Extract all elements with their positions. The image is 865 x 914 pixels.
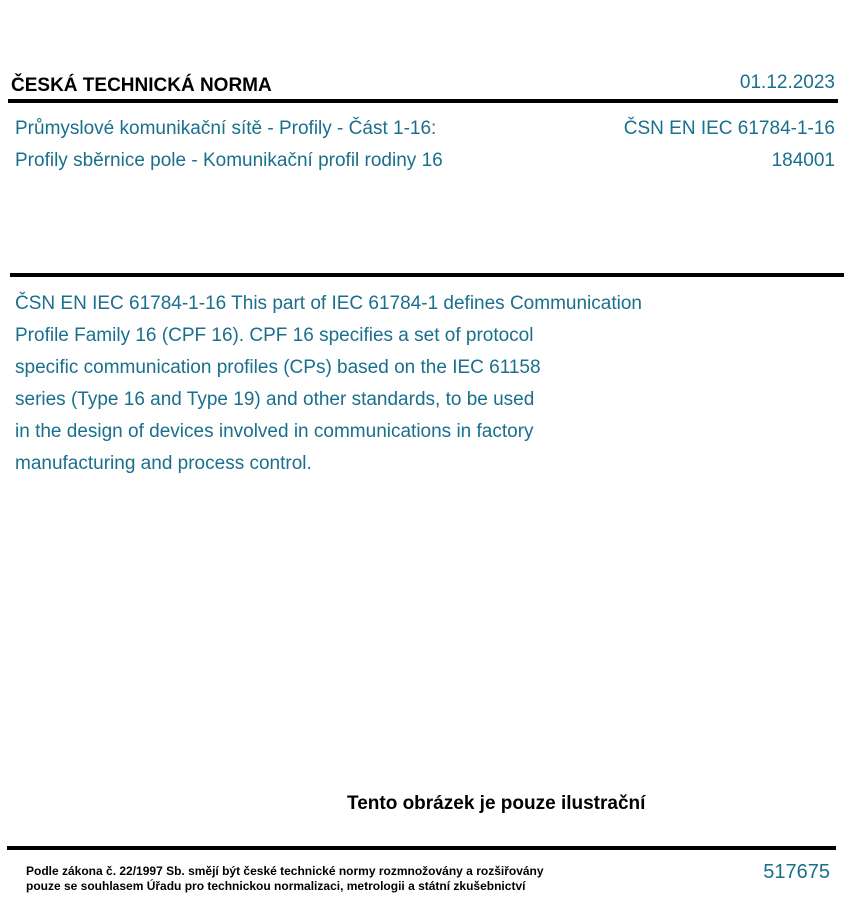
- legal-notice-line-1: Podle zákona č. 22/1997 Sb. smějí být české technické normy rozmnožovány a rozšiřovány: [26, 864, 544, 878]
- abstract-line: Profile Family 16 (CPF 16). CPF 16 specifies a set of protocol: [15, 325, 534, 346]
- norm-heading: ČESKÁ TECHNICKÁ NORMA: [11, 75, 272, 96]
- middle-divider: [10, 273, 844, 277]
- abstract-line: ČSN EN IEC 61784-1-16 This part of IEC 61784-1 defines Communication: [15, 293, 642, 314]
- abstract-line: specific communication profiles (CPs) based on the IEC 61158: [15, 357, 541, 378]
- document-id: 517675: [763, 861, 830, 883]
- issue-date: 01.12.2023: [739, 72, 835, 93]
- abstract-line: in the design of devices involved in communications in factory: [15, 421, 534, 442]
- standard-title-line-2: Profily sběrnice pole - Komunikační profil rodiny 16: [15, 150, 443, 171]
- abstract-line: series (Type 16 and Type 19) and other standards, to be used: [15, 389, 535, 410]
- illustrative-notice: Tento obrázek je pouze ilustrační: [347, 793, 646, 814]
- standard-title-line-1: Průmyslové komunikační sítě - Profily - Část 1-16:: [15, 118, 437, 139]
- classification-number: 184001: [771, 150, 835, 171]
- standard-designation: ČSN EN IEC 61784-1-16: [623, 118, 835, 139]
- bottom-divider: [7, 846, 836, 850]
- abstract-line: manufacturing and process control.: [15, 453, 312, 474]
- top-divider: [8, 99, 838, 103]
- legal-notice-line-2: pouze se souhlasem Úřadu pro technickou normalizaci, metrologii a státní zkušebnictví: [26, 879, 526, 893]
